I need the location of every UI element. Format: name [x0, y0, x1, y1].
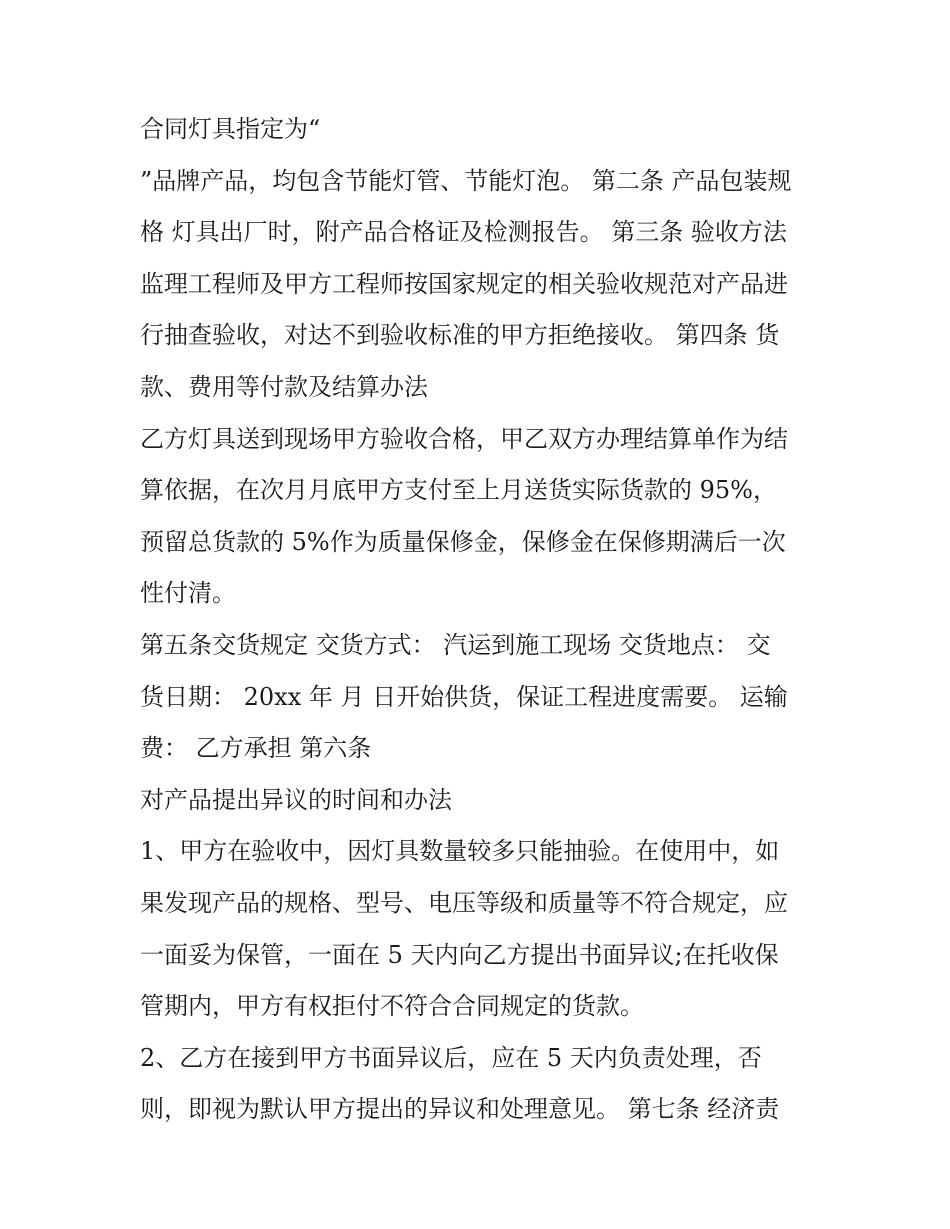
text-line: 则，即视为默认甲方提出的异议和处理意见。 第七条 经济责	[140, 1095, 780, 1124]
text-line: 管期内，甲方有权拒付不符合合同规定的货款。	[140, 992, 644, 1021]
text-line: 监理工程师及甲方工程师按国家规定的相关验收规范对产品进	[140, 269, 788, 298]
text-line: 费： 乙方承担 第六条	[140, 734, 372, 763]
text-line: 性付清。	[140, 579, 236, 608]
text-line: 行抽查验收，对达不到验收标准的甲方拒绝接收。 第四条 货	[140, 321, 780, 350]
text-line: 款、费用等付款及结算办法	[140, 372, 428, 401]
text-line: 货日期： 20xx 年 月 日开始供货，保证工程进度需要。 运输	[140, 682, 788, 711]
text-line: 算依据，在次月月底甲方支付至上月送货实际货款的 95%，	[140, 476, 777, 505]
text-line: 1、甲方在验收中，因灯具数量较多只能抽验。在使用中，如	[140, 837, 780, 866]
text-line: 预留总货款的 5%作为质量保修金，保修金在保修期满后一次	[140, 527, 786, 556]
text-line: 2、乙方在接到甲方书面异议后，应在 5 天内负责处理，否	[140, 1043, 762, 1072]
text-line: 对产品提出异议的时间和办法	[140, 785, 452, 814]
contract-text	[140, 104, 820, 1136]
text-line: ”品牌产品，均包含节能灯管、节能灯泡。 第二条 产品包装规	[140, 166, 792, 195]
text-line: 乙方灯具送到现场甲方验收合格，甲乙双方办理结算单作为结	[140, 424, 788, 453]
text-line: 第五条交货规定 交货方式： 汽运到施工现场 交货地点： 交	[140, 630, 771, 659]
text-line: 合同灯具指定为“	[140, 115, 321, 143]
text-line: 一面妥为保管，一面在 5 天内向乙方提出书面异议;在托收保	[140, 940, 779, 969]
text-line: 格 灯具出厂时，附产品合格证及检测报告。 第三条 验收方法	[140, 218, 787, 247]
text-line: 果发现产品的规格、型号、电压等级和质量等不符合规定，应	[140, 888, 788, 917]
